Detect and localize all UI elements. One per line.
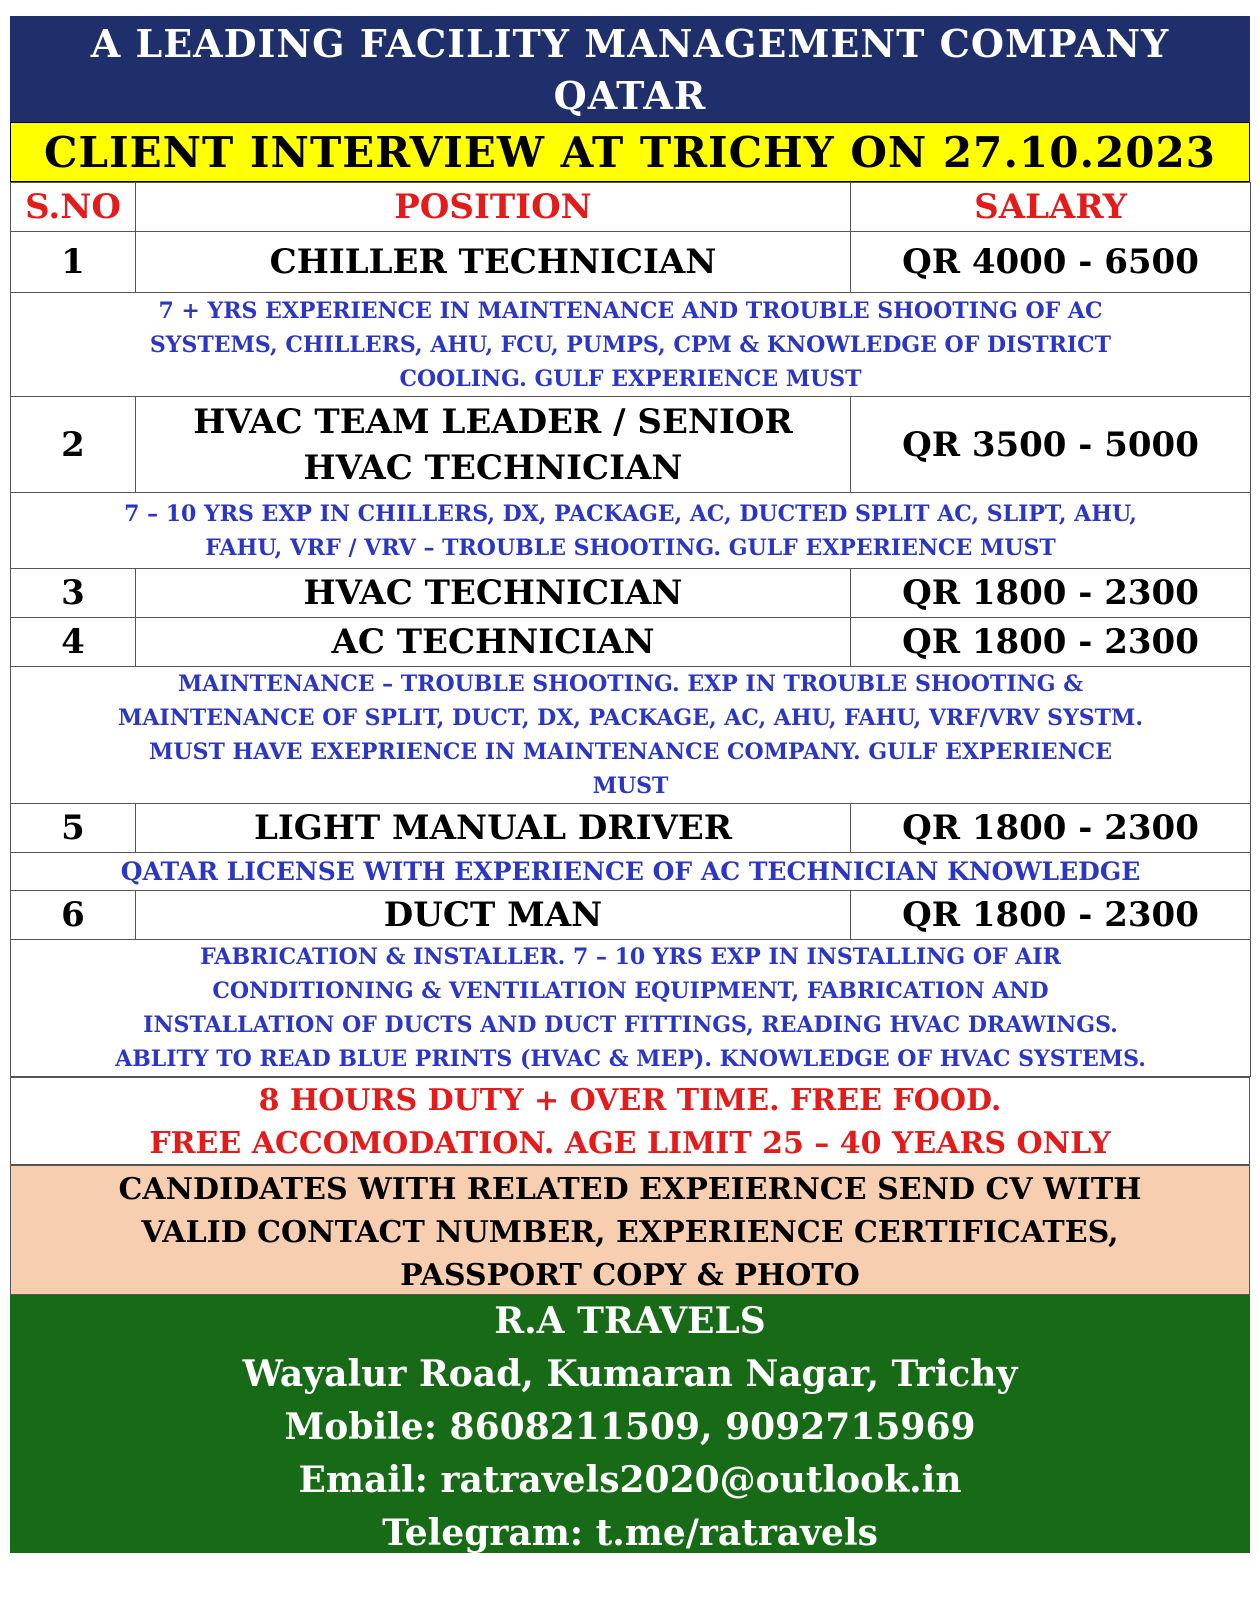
table-row [11, 804, 1251, 853]
agency-email: Email: ratravels2020@outlook.in [298, 1459, 962, 1501]
row-position-line: HVAC TEAM LEADER / SENIOR [193, 401, 793, 442]
company-title-banner [10, 16, 1250, 122]
company-title: A LEADING FACILITY MANAGEMENT COMPANY [90, 21, 1170, 66]
apply-line: PASSPORT COPY & PHOTO [400, 1258, 860, 1293]
description-line: MAINTENANCE OF SPLIT, DUCT, DX, PACKAGE, AC, AHU, FAHU, VRF/VRV SYSTM. [118, 705, 1143, 731]
job-poster [10, 16, 1250, 1553]
benefits-line: 8 HOURS DUTY + OVER TIME. FREE FOOD. [258, 1083, 1002, 1118]
description-line: COOLING. GULF EXPERIENCE MUST [399, 365, 862, 392]
column-header-sno: S.NO [11, 183, 136, 232]
row-description [11, 667, 1251, 804]
row-sno: 5 [11, 804, 136, 853]
apply-line: CANDIDATES WITH RELATED EXPEIERNCE SEND CV WITH [118, 1172, 1142, 1207]
positions-table [10, 182, 1251, 1077]
table-row [11, 569, 1251, 618]
row-sno: 2 [11, 397, 136, 493]
row-position: AC TECHNICIAN [136, 618, 851, 667]
description-line: 7 + YRS EXPERIENCE IN MAINTENANCE AND TROUBLE SHOOTING OF AC [158, 297, 1103, 324]
description-line: MUST HAVE EXEPRIENCE IN MAINTENANCE COMPANY. GULF EXPERIENCE [149, 739, 1112, 765]
table-header-row [11, 183, 1251, 232]
country-title: QATAR [553, 73, 707, 118]
apply-line: VALID CONTACT NUMBER, EXPERIENCE CERTIFICATES, [141, 1215, 1119, 1250]
row-description [11, 853, 1251, 891]
row-position: DUCT MAN [136, 891, 851, 940]
table-row [11, 232, 1251, 293]
row-sno: 4 [11, 618, 136, 667]
row-sno: 1 [11, 232, 136, 293]
agency-mobile: Mobile: 8608211509, 9092715969 [284, 1406, 976, 1448]
description-line: SYSTEMS, CHILLERS, AHU, FCU, PUMPS, CPM & KNOWLEDGE OF DISTRICT [149, 331, 1112, 358]
description-line: MUST [592, 773, 669, 799]
column-header-position: POSITION [136, 183, 851, 232]
row-sno: 3 [11, 569, 136, 618]
benefits-line: FREE ACCOMODATION. AGE LIMIT 25 – 40 YEARS ONLY [149, 1126, 1111, 1161]
agency-telegram: Telegram: t.me/ratravels [382, 1512, 878, 1554]
agency-name: R.A TRAVELS [494, 1300, 766, 1342]
table-row [11, 618, 1251, 667]
interview-banner: CLIENT INTERVIEW AT TRICHY ON 27.10.2023 [10, 122, 1250, 182]
apply-instructions [10, 1165, 1250, 1295]
row-salary: QR 1800 - 2300 [851, 618, 1251, 667]
row-position: LIGHT MANUAL DRIVER [136, 804, 851, 853]
row-description [11, 940, 1251, 1077]
agency-address: Wayalur Road, Kumaran Nagar, Trichy [242, 1353, 1018, 1395]
description-line: MAINTENANCE – TROUBLE SHOOTING. EXP IN TROUBLE SHOOTING & [177, 671, 1084, 697]
row-description [11, 493, 1251, 569]
benefits-block [10, 1077, 1250, 1165]
description-line: 7 – 10 YRS EXP IN CHILLERS, DX, PACKAGE, AC, DUCTED SPLIT AC, SLIPT, AHU, [124, 500, 1137, 527]
description-line: INSTALLATION OF DUCTS AND DUCT FITTINGS, READING HVAC DRAWINGS. [143, 1012, 1118, 1038]
row-salary: QR 1800 - 2300 [851, 804, 1251, 853]
description-line: ABLITY TO READ BLUE PRINTS (HVAC & MEP). KNOWLEDGE OF HVAC SYSTEMS. [115, 1046, 1146, 1072]
row-description [11, 293, 1251, 397]
description-line: FAHU, VRF / VRV – TROUBLE SHOOTING. GULF EXPERIENCE MUST [205, 534, 1056, 561]
row-salary: QR 1800 - 2300 [851, 891, 1251, 940]
row-salary: QR 1800 - 2300 [851, 569, 1251, 618]
row-salary: QR 4000 - 6500 [851, 232, 1251, 293]
row-sno: 6 [11, 891, 136, 940]
table-row [11, 397, 1251, 493]
row-position: HVAC TECHNICIAN [136, 569, 851, 618]
row-position: CHILLER TECHNICIAN [136, 232, 851, 293]
description-line: QATAR LICENSE WITH EXPERIENCE OF AC TECHNICIAN KNOWLEDGE [11, 853, 1251, 891]
column-header-salary: SALARY [851, 183, 1251, 232]
table-row [11, 891, 1251, 940]
row-salary: QR 3500 - 5000 [851, 397, 1251, 493]
description-line: CONDITIONING & VENTILATION EQUIPMENT, FABRICATION AND [212, 978, 1049, 1004]
description-line: FABRICATION & INSTALLER. 7 – 10 YRS EXP IN INSTALLING OF AIR [200, 944, 1061, 970]
row-position-line: HVAC TECHNICIAN [303, 447, 683, 488]
agency-contact-block [10, 1295, 1250, 1553]
